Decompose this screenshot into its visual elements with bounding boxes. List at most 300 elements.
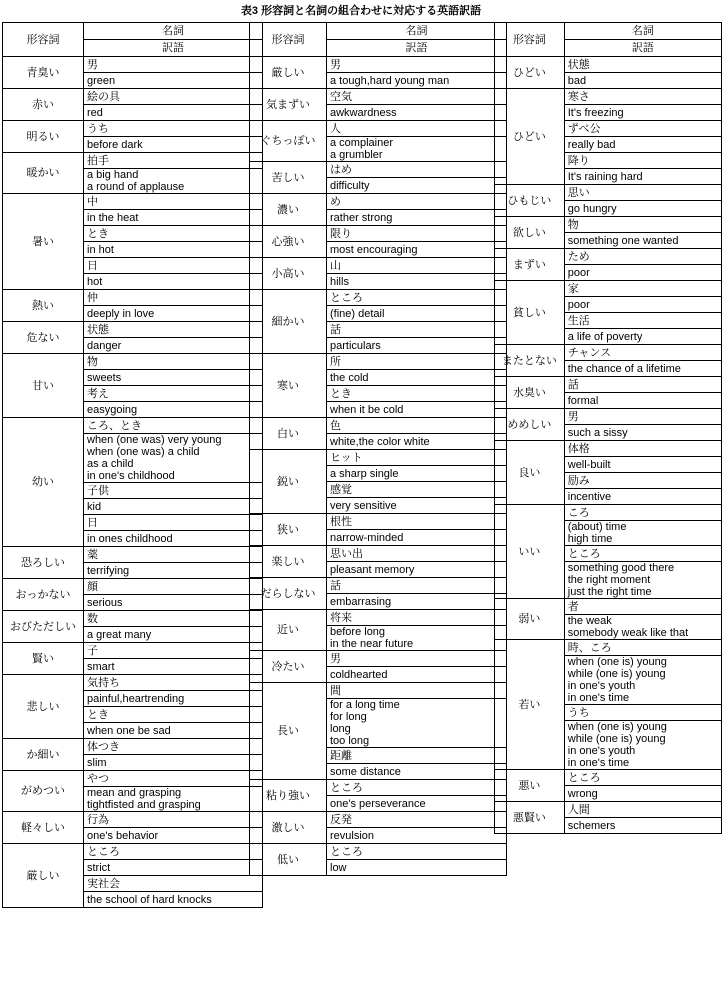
adjective-cell: 弱い	[495, 599, 565, 640]
translation-line: rather strong	[330, 211, 393, 224]
translation-cell	[327, 764, 507, 780]
adjective-cell: 青臭い	[3, 57, 84, 89]
table-row	[250, 89, 507, 105]
noun-cell: 薬	[84, 547, 263, 563]
translation-cell	[564, 489, 721, 505]
adjective-cell: 甘い	[3, 354, 84, 418]
translation-line: smart	[87, 660, 115, 673]
noun-cell: うち	[564, 705, 721, 721]
adjective-cell: ひどい	[495, 89, 565, 185]
translation-cell	[327, 178, 507, 194]
table-row	[3, 579, 263, 595]
translation-line: serious	[87, 596, 123, 609]
translation-cell	[84, 306, 263, 322]
translation-line: strict	[87, 861, 111, 874]
translation-cell	[327, 73, 507, 89]
adjective-cell: 悪い	[495, 770, 565, 802]
adjective-cell: 小高い	[250, 258, 327, 290]
translation-line: go hungry	[567, 202, 617, 215]
noun-cell: 拍手	[84, 153, 263, 169]
translation-cell	[84, 210, 263, 226]
noun-cell: 空気	[327, 89, 507, 105]
translation-line: for long	[330, 711, 367, 723]
table-row	[495, 802, 722, 818]
translation-line: in one's childhood	[87, 470, 175, 482]
translation-line: (about) time	[567, 521, 627, 533]
table-row	[250, 162, 507, 178]
translation-line: in the near future	[330, 638, 414, 650]
noun-cell: 感覚	[327, 482, 507, 498]
translation-cell	[84, 531, 263, 547]
translation-cell	[564, 73, 721, 89]
translation-cell	[84, 370, 263, 386]
translation-cell	[327, 434, 507, 450]
noun-cell: 寒さ	[564, 89, 721, 105]
noun-cell: ところ	[327, 844, 507, 860]
translation-line: particulars	[330, 339, 381, 352]
table-row	[495, 640, 722, 656]
table-row	[495, 57, 722, 73]
translation-cell	[84, 860, 263, 876]
translation-line: something good there	[567, 562, 675, 574]
noun-cell: 絵の具	[84, 89, 263, 105]
adjective-cell: 狭い	[250, 514, 327, 546]
translation-cell	[84, 892, 263, 908]
table-row	[250, 683, 507, 699]
adjective-cell: ぐちっぽい	[250, 121, 327, 162]
translation-cell	[84, 274, 263, 290]
adjective-cell: 良い	[495, 441, 565, 505]
translation-line: the right moment	[567, 574, 651, 586]
noun-cell: 実社会	[84, 876, 263, 892]
table-row	[250, 514, 507, 530]
translation-cell	[327, 370, 507, 386]
noun-cell: 仲	[84, 290, 263, 306]
adjective-cell: か細い	[3, 739, 84, 771]
translation-cell	[84, 137, 263, 153]
table-row	[3, 675, 263, 691]
translation-cell	[84, 828, 263, 844]
noun-cell: 生活	[564, 313, 721, 329]
noun-cell: 思い	[564, 185, 721, 201]
translation-line: It's freezing	[567, 106, 624, 119]
table-row	[250, 57, 507, 73]
translation-line: in one's youth	[567, 745, 636, 757]
translation-line: one's behavior	[87, 829, 159, 842]
translation-cell	[564, 562, 721, 599]
header-translation: 訳語	[327, 40, 507, 57]
translation-line: when (one is) young	[567, 721, 667, 733]
translation-cell	[564, 265, 721, 281]
header-adjective: 形容詞	[250, 23, 327, 57]
table-row	[250, 121, 507, 137]
noun-cell: 男	[327, 651, 507, 667]
noun-cell: ところ	[84, 844, 263, 860]
adjective-cell: 明るい	[3, 121, 84, 153]
noun-cell: とき	[84, 226, 263, 242]
adjective-cell: 心強い	[250, 226, 327, 258]
translation-cell	[327, 828, 507, 844]
adjective-cell: 恐ろしい	[3, 547, 84, 579]
noun-cell: うち	[84, 121, 263, 137]
translation-line: hot	[87, 275, 103, 288]
translation-cell	[327, 210, 507, 226]
noun-cell: 男	[564, 409, 721, 425]
adjective-cell: おびただしい	[3, 611, 84, 643]
adjective-cell: 低い	[250, 844, 327, 876]
header-noun: 名詞	[327, 23, 507, 40]
adjective-cell: 暑い	[3, 194, 84, 290]
adjective-cell: 鋭い	[250, 450, 327, 514]
table-row	[250, 651, 507, 667]
adjective-cell: 冷たい	[250, 651, 327, 683]
noun-cell: 物	[84, 354, 263, 370]
header-noun: 名詞	[564, 23, 721, 40]
translation-cell	[564, 329, 721, 345]
table-row	[3, 290, 263, 306]
noun-cell: 話	[327, 322, 507, 338]
table-row	[495, 217, 722, 233]
translation-line: terrifying	[87, 564, 130, 577]
translation-cell	[84, 434, 263, 483]
translation-cell	[84, 402, 263, 418]
translation-line: slim	[87, 756, 107, 769]
header-adjective: 形容詞	[495, 23, 565, 57]
adjective-cell: 激しい	[250, 812, 327, 844]
noun-cell: 気持ち	[84, 675, 263, 691]
table-row	[250, 354, 507, 370]
noun-cell: 山	[327, 258, 507, 274]
table-row	[250, 290, 507, 306]
noun-cell: 間	[327, 683, 507, 699]
translation-line: in one's time	[567, 757, 630, 769]
translation-line: really bad	[567, 138, 616, 151]
translation-line: hills	[330, 275, 349, 288]
translation-line: when it be cold	[330, 403, 404, 416]
noun-cell: 人間	[564, 802, 721, 818]
translation-cell	[84, 595, 263, 611]
noun-cell: 男	[84, 57, 263, 73]
translation-cell	[564, 457, 721, 473]
adjective-cell: 貧しい	[495, 281, 565, 345]
translation-line: white,the color white	[330, 435, 430, 448]
translation-line: the weak	[567, 615, 612, 627]
translation-line: It's raining hard	[567, 170, 643, 183]
noun-cell: 時、ころ	[564, 640, 721, 656]
translation-line: long	[330, 723, 351, 735]
noun-cell: 励み	[564, 473, 721, 489]
table-row	[495, 281, 722, 297]
translation-line: pleasant memory	[330, 563, 415, 576]
adjective-cell: 暖かい	[3, 153, 84, 194]
table-row	[3, 89, 263, 105]
translation-line: some distance	[330, 765, 401, 778]
translation-cell	[84, 73, 263, 89]
adjective-cell: まずい	[495, 249, 565, 281]
translation-line: somebody weak like that	[567, 627, 689, 639]
adjective-cell: 苦しい	[250, 162, 327, 194]
table-row	[495, 89, 722, 105]
translation-cell	[564, 201, 721, 217]
table-row	[495, 599, 722, 615]
noun-cell: 考え	[84, 386, 263, 402]
translation-cell	[327, 699, 507, 748]
adjective-cell: ひもじい	[495, 185, 565, 217]
adjective-cell: 厳しい	[250, 57, 327, 89]
noun-cell: 限り	[327, 226, 507, 242]
table-row	[3, 844, 263, 860]
translation-line: sweets	[87, 371, 122, 384]
translation-line: when (one was) a child	[87, 446, 200, 458]
translation-cell	[564, 297, 721, 313]
translation-line: a grumbler	[330, 149, 383, 161]
noun-cell: 男	[327, 57, 507, 73]
translation-line: a round of applause	[87, 181, 185, 193]
adjective-cell: 楽しい	[250, 546, 327, 578]
translation-cell	[327, 594, 507, 610]
translation-line: the chance of a lifetime	[567, 362, 681, 375]
noun-cell: 距離	[327, 748, 507, 764]
adjective-cell: 細かい	[250, 290, 327, 354]
noun-cell: 将来	[327, 610, 507, 626]
noun-cell: ところ	[327, 780, 507, 796]
translation-cell	[327, 796, 507, 812]
table-row	[250, 610, 507, 626]
translation-line: poor	[567, 298, 590, 311]
adjective-cell: 危ない	[3, 322, 84, 354]
translation-line: bad	[567, 74, 587, 87]
translation-cell	[564, 656, 721, 705]
noun-cell: ころ	[564, 505, 721, 521]
noun-cell: 思い出	[327, 546, 507, 562]
table-row	[250, 578, 507, 594]
noun-cell: 子	[84, 643, 263, 659]
translation-line: mean and grasping	[87, 787, 182, 799]
translation-table-3	[494, 22, 722, 834]
translation-cell	[564, 615, 721, 640]
translation-line: low	[330, 861, 347, 874]
translation-line: before dark	[87, 138, 143, 151]
noun-cell: ころ、とき	[84, 418, 263, 434]
translation-line: a complainer	[330, 137, 393, 149]
table-row	[3, 57, 263, 73]
translation-cell	[564, 169, 721, 185]
translation-cell	[84, 105, 263, 121]
translation-cell	[84, 563, 263, 579]
table-row	[495, 185, 722, 201]
translation-line: embarrasing	[330, 595, 392, 608]
translation-line: when (one was) very young	[87, 434, 222, 446]
adjective-cell: またとない	[495, 345, 565, 377]
translation-cell	[327, 306, 507, 322]
header-row	[250, 23, 507, 40]
adjective-cell: 悪賢い	[495, 802, 565, 834]
translation-cell	[84, 659, 263, 675]
noun-cell: はめ	[327, 162, 507, 178]
noun-cell: やつ	[84, 771, 263, 787]
noun-cell: 中	[84, 194, 263, 210]
translation-cell	[564, 521, 721, 546]
header-translation: 訳語	[84, 40, 263, 57]
table-row	[250, 546, 507, 562]
translation-cell	[84, 723, 263, 739]
translation-table-1	[2, 22, 263, 908]
header-noun: 名詞	[84, 23, 263, 40]
table-row	[3, 812, 263, 828]
translation-line: kid	[87, 500, 102, 513]
adjective-cell: 粘り強い	[250, 780, 327, 812]
translation-table-2	[249, 22, 507, 876]
table-row	[3, 547, 263, 563]
translation-line: most encouraging	[330, 243, 418, 256]
header-translation: 訳語	[564, 40, 721, 57]
translation-line: narrow-minded	[330, 531, 404, 544]
translation-cell	[327, 626, 507, 651]
adjective-cell: 寒い	[250, 354, 327, 418]
table-row	[250, 844, 507, 860]
noun-cell: ところ	[564, 546, 721, 562]
adjective-cell: 厳しい	[3, 844, 84, 908]
translation-cell	[327, 338, 507, 354]
table-row	[3, 121, 263, 137]
translation-line: while (one is) young	[567, 733, 666, 745]
translation-line: easygoing	[87, 403, 138, 416]
noun-cell: 根性	[327, 514, 507, 530]
translation-cell	[327, 562, 507, 578]
translation-cell	[84, 242, 263, 258]
adjective-cell: 欲しい	[495, 217, 565, 249]
translation-line: green	[87, 74, 116, 87]
table-row	[495, 377, 722, 393]
translation-line: (fine) detail	[330, 307, 385, 320]
translation-cell	[84, 691, 263, 707]
translation-cell	[564, 137, 721, 153]
translation-cell	[327, 274, 507, 290]
adjective-cell: 悲しい	[3, 675, 84, 739]
adjective-cell: 近い	[250, 610, 327, 651]
translation-line: a great many	[87, 628, 152, 641]
translation-cell	[327, 530, 507, 546]
translation-line: red	[87, 106, 103, 119]
translation-line: such a sissy	[567, 426, 628, 439]
translation-line: difficulty	[330, 179, 370, 192]
noun-cell: とき	[84, 707, 263, 723]
table-row	[3, 354, 263, 370]
table-row	[250, 780, 507, 796]
translation-line: the school of hard knocks	[87, 893, 212, 906]
translation-line: something one wanted	[567, 234, 679, 247]
translation-cell	[564, 393, 721, 409]
adjective-cell: いい	[495, 505, 565, 599]
adjective-cell: 幼い	[3, 418, 84, 547]
translation-cell	[564, 425, 721, 441]
translation-line: very sensitive	[330, 499, 397, 512]
table-row	[250, 418, 507, 434]
noun-cell: 数	[84, 611, 263, 627]
translation-line: for a long time	[330, 699, 400, 711]
table-row	[3, 643, 263, 659]
translation-line: high time	[567, 533, 613, 545]
table-row	[3, 194, 263, 210]
noun-cell: 日	[84, 258, 263, 274]
table-row	[3, 153, 263, 169]
table-row	[250, 258, 507, 274]
translation-cell	[327, 466, 507, 482]
adjective-cell: 長い	[250, 683, 327, 780]
translation-line: in one's time	[567, 692, 630, 704]
adjective-cell: おっかない	[3, 579, 84, 611]
noun-cell: ヒット	[327, 450, 507, 466]
translation-line: formal	[567, 394, 599, 407]
noun-cell: 色	[327, 418, 507, 434]
translation-cell	[327, 137, 507, 162]
noun-cell: 者	[564, 599, 721, 615]
translation-cell	[564, 233, 721, 249]
adjective-cell: 気まずい	[250, 89, 327, 121]
translation-cell	[84, 499, 263, 515]
table-row	[495, 409, 722, 425]
translation-line: when (one is) young	[567, 656, 667, 668]
translation-line: incentive	[567, 490, 612, 503]
translation-line: well-built	[567, 458, 611, 471]
noun-cell: 物	[564, 217, 721, 233]
noun-cell: ところ	[327, 290, 507, 306]
translation-line: revulsion	[330, 829, 375, 842]
header-row	[495, 23, 722, 40]
adjective-cell: 濃い	[250, 194, 327, 226]
table-caption: 表3 形容詞と名詞の組合わせに対応する英語訳語	[240, 5, 482, 17]
translation-cell	[327, 402, 507, 418]
table-row	[495, 441, 722, 457]
noun-cell: 降り	[564, 153, 721, 169]
translation-line: in ones childhood	[87, 532, 173, 545]
translation-cell	[327, 860, 507, 876]
noun-cell: 反発	[327, 812, 507, 828]
translation-line: coldhearted	[330, 668, 388, 681]
translation-cell	[327, 105, 507, 121]
adjective-cell: めめしい	[495, 409, 565, 441]
translation-line: wrong	[567, 787, 598, 800]
translation-line: awkwardness	[330, 106, 397, 119]
noun-cell: ところ	[564, 770, 721, 786]
adjective-cell: 赤い	[3, 89, 84, 121]
adjective-cell: 若い	[495, 640, 565, 770]
translation-line: in one's youth	[567, 680, 636, 692]
noun-cell: チャンス	[564, 345, 721, 361]
table-row	[250, 226, 507, 242]
translation-line: in hot	[87, 243, 114, 256]
translation-cell	[84, 755, 263, 771]
table-row	[495, 505, 722, 521]
adjective-cell: 軽々しい	[3, 812, 84, 844]
noun-cell: 体つき	[84, 739, 263, 755]
table-row	[3, 418, 263, 434]
adjective-cell: 熱い	[3, 290, 84, 322]
table-row	[495, 249, 722, 265]
translation-line: tightfisted and grasping	[87, 799, 201, 811]
noun-cell: 子供	[84, 483, 263, 499]
translation-line: while (one is) young	[567, 668, 666, 680]
noun-cell: 話	[564, 377, 721, 393]
translation-cell	[84, 338, 263, 354]
noun-cell: 状態	[564, 57, 721, 73]
noun-cell: ずべ公	[564, 121, 721, 137]
adjective-cell: ひどい	[495, 57, 565, 89]
adjective-cell: 白い	[250, 418, 327, 450]
translation-cell	[564, 721, 721, 770]
translation-line: a sharp single	[330, 467, 399, 480]
translation-line: too long	[330, 735, 370, 747]
